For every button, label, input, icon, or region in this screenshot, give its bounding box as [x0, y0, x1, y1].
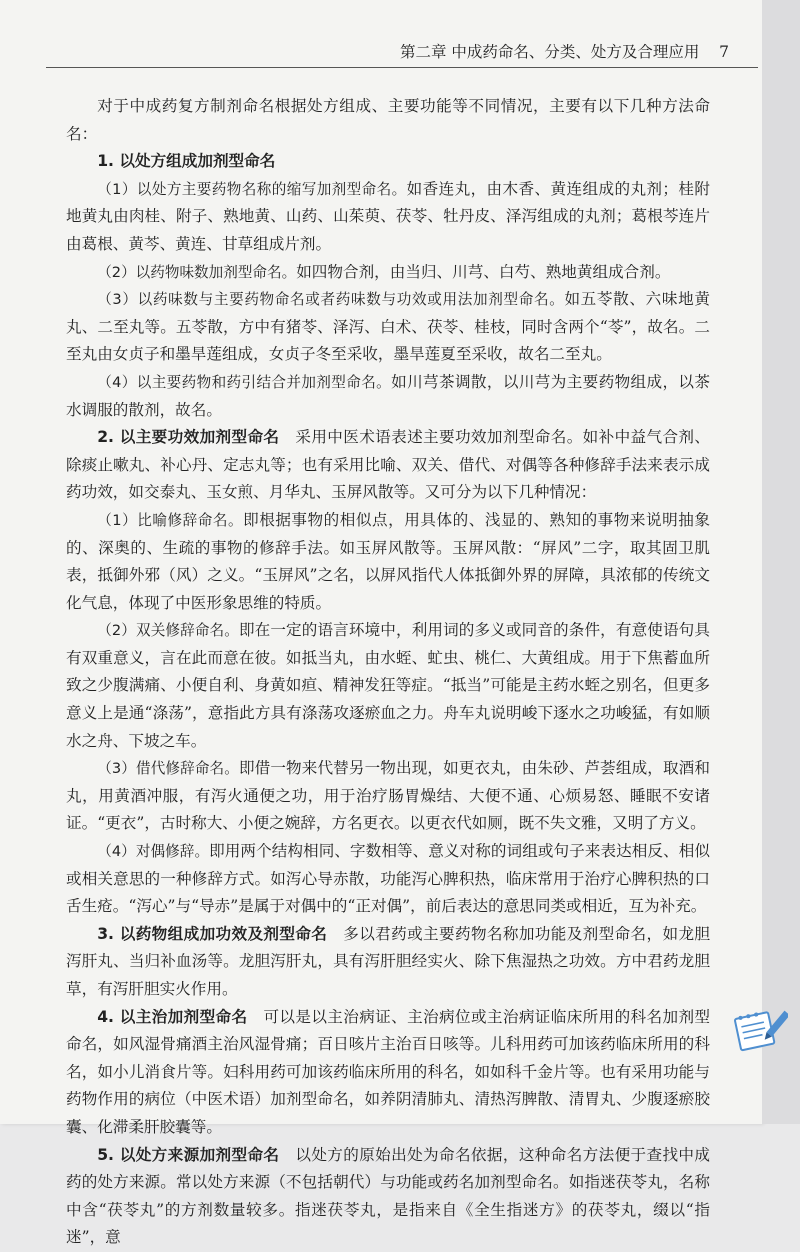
item-label: （3）以药味数与主要药物命名或者药味数与功效或用法加剂型命名。 — [97, 291, 565, 309]
section-1-item-3 — [66, 286, 710, 369]
item-text: 即借一物来代替另一物出现，如更衣丸，由朱砂、芦荟组成，取酒和丸，用黄酒冲服，有泻火通便之功，用于治疗肠胃燥结、大便不通、心烦易怒、睡眠不安诸证。“更衣”，古时称大、小便之婉辞，方名更衣。以更衣代如厕，既不失文雅，又明了方义。 — [66, 759, 710, 833]
item-text: 即用两个结构相同、字数相等、意义对称的词组或句子来表达相反、相似或相关意思的一种修辞方式。如泻心导赤散，功能泻心脾积热，临床常用于治疗心脾积热的口舌生疮。“泻心”与“导赤”是属于对偶中的“正对偶”，前后表达的意思同类或相近，互为补充。 — [66, 842, 710, 916]
section-1-item-2 — [66, 259, 710, 287]
page-number: 7 — [719, 43, 730, 61]
section-2-item-3 — [66, 755, 710, 838]
section-5-text: 以处方的原始出处为命名依据，这种命名方法便于查找中成药的处方来源。常以处方来源（不包括朝代）与功能或药名加剂型命名。如指迷茯苓丸，名称中含“茯苓丸”的方剂数量较多。指迷茯苓丸，是指来自《全生指迷方》的茯苓丸，缀以“指迷”，意 — [66, 1145, 710, 1247]
item-label: （2）双关修辞命名。 — [97, 622, 239, 640]
item-label: （4）对偶修辞。 — [97, 843, 210, 861]
page-edge — [762, 0, 800, 1124]
item-label: （3）借代修辞命名。 — [97, 760, 239, 778]
section-3-paragraph — [66, 921, 710, 1004]
section-2-item-4 — [66, 838, 710, 921]
section-5-heading: 5. 以处方来源加剂型命名 — [97, 1145, 280, 1164]
section-4-heading: 4. 以主治加剂型命名 — [97, 1007, 248, 1026]
item-text: 如四物合剂，由当归、川芎、白芍、熟地黄组成合剂。 — [296, 262, 671, 281]
section-2-item-2 — [66, 617, 710, 755]
section-4-text: 可以是以主治病证、主治病位或主治病证临床所用的科名加剂型命名，如风湿骨痛酒主治风湿骨痛；百日咳片主治百日咳等。儿科用药可加该药临床所用的科名，如小儿消食片等。妇科用药可加该药临床所用的科名，如如科千金片等。也有采用功能与药物作用的病位（中医术语）加剂型命名，如养阴清肺丸、清热泻脾散、清胃丸、少腹逐瘀胶囊、化滞柔肝胶囊等。 — [66, 1007, 710, 1136]
section-2-heading: 2. 以主要功效加剂型命名 — [97, 428, 280, 447]
item-text: 即根据事物的相似点，用具体的、浅显的、熟知的事物来说明抽象的、深奥的、生疏的事物的修辞手法。如玉屏风散等。玉屏风散：“屏风”二字，取其固卫肌表，抵御外邪（风）之义。“玉屏风”之名，以屏风指代人体抵御外界的屏障，具浓郁的传统文化气息，体现了中医形象思维的特质。 — [66, 510, 710, 612]
item-text: 即在一定的语言环境中，利用词的多义或同音的条件，有意使语句具有双重意义，言在此而意在彼。如抵当丸，由水蛭、虻虫、桃仁、大黄组成。用于下焦蓄血所致之少腹满痛、小便自利、身黄如疸、精神发狂等症。“抵当”可能是主药水蛭之别名，但更多意义上是通“涤荡”，意指此方具有涤荡攻逐瘀血之力。舟车丸说明峻下逐水之功峻猛，有如顺水之舟、下坡之车。 — [66, 621, 710, 750]
section-2-item-1 — [66, 507, 710, 617]
section-1-heading: 1. 以处方组成加剂型命名 — [97, 152, 276, 171]
item-label: （1）比喻修辞命名。 — [97, 511, 244, 529]
section-3-heading: 3. 以药物组成加功效及剂型命名 — [97, 924, 328, 943]
section-1-item-4 — [66, 369, 710, 424]
section-5-paragraph — [66, 1142, 710, 1252]
running-header — [400, 40, 730, 62]
item-label: （1）以处方主要药物名称的缩写加剂型命名。 — [97, 180, 407, 198]
page-body — [66, 93, 710, 1252]
section-2-lead: 采用中医术语表述主要功效加剂型命名。如补中益气合剂、除痰止嗽丸、补心丹、定志丸等；也有采用比喻、双关、借代、对偶等各种修辞手法来表示成药功效，如交泰丸、玉女煎、月华丸、玉屏风散等。又可分为以下几种情况： — [66, 428, 710, 502]
item-label: （4）以主要药物和药引结合并加剂型命名。 — [97, 373, 392, 391]
section-3-text: 多以君药或主要药物名称加功能及剂型命名，如龙胆泻肝丸、当归补血汤等。龙胆泻肝丸，具有泻肝胆经实火、除下焦湿热之功效。方中君药龙胆草，有泻肝胆实火作用。 — [66, 924, 710, 998]
section-1-item-1 — [66, 176, 710, 259]
section-2-paragraph — [66, 424, 710, 507]
item-text: 如五苓散、六味地黄丸、二至丸等。五苓散，方中有猪苓、泽泻、白术、茯苓、桂枝，同时含两个“苓”，故名。二至丸由女贞子和墨旱莲组成，女贞子冬至采收，墨旱莲夏至采收，故名二至丸。 — [66, 290, 710, 364]
header-divider — [46, 67, 758, 68]
item-label: （2）以药物味数加剂型命名。 — [97, 263, 297, 281]
item-text: 如香连丸，由木香、黄连组成的丸剂；桂附地黄丸由肉桂、附子、熟地黄、山药、山茱萸、茯苓、牡丹皮、泽泻组成的丸剂；葛根芩连片由葛根、黄芩、黄连、甘草组成片剂。 — [66, 179, 710, 253]
notepad-pencil-icon — [732, 1007, 788, 1053]
section-4-paragraph — [66, 1004, 710, 1142]
item-text: 如川芎茶调散，以川芎为主要药物组成，以茶水调服的散剂，故名。 — [66, 372, 710, 419]
intro-paragraph: 对于中成药复方制剂命名根据处方组成、主要功能等不同情况，主要有以下几种方法命名： — [66, 97, 710, 143]
chapter-title: 第二章 中成药命名、分类、处方及合理应用 — [400, 43, 700, 61]
